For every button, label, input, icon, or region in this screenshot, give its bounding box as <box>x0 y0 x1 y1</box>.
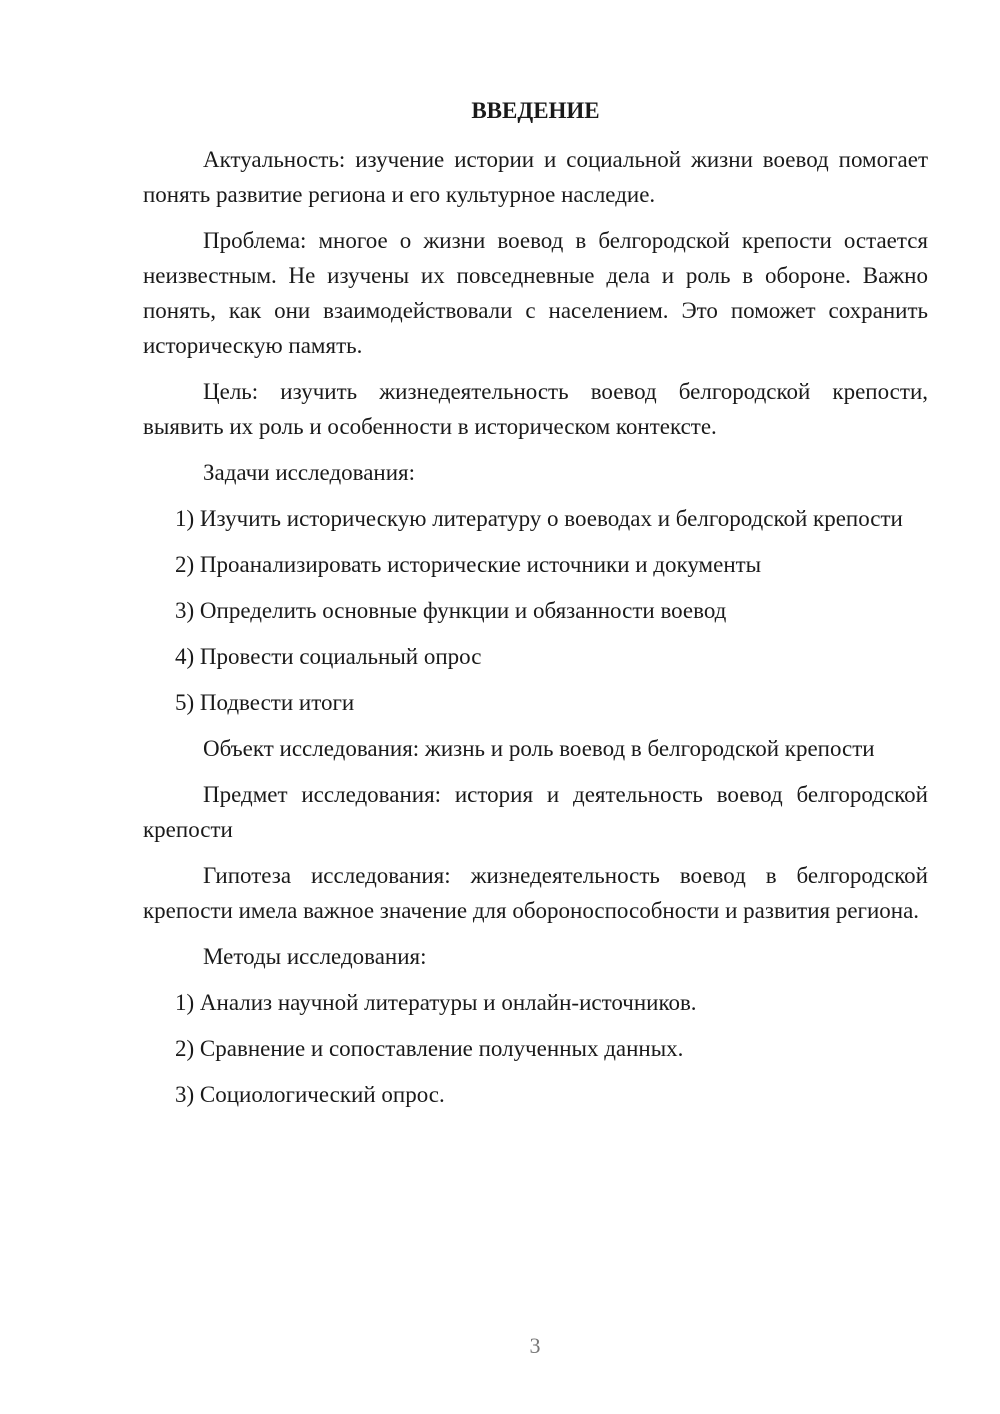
list-item-method-1: 1) Анализ научной литературы и онлайн-источников. <box>175 990 697 1015</box>
page-number: 3 <box>529 1333 541 1358</box>
list-item-task-4: 4) Провести социальный опрос <box>175 644 482 669</box>
document-body <box>143 142 928 1123</box>
paragraph-methods-title: Методы исследования: <box>203 944 427 969</box>
methods-list <box>143 985 928 1112</box>
list-item-task-3: 3) Определить основные функции и обязанности воевод <box>175 598 727 623</box>
list-item-method-3: 3) Социологический опрос. <box>175 1082 445 1107</box>
tasks-list <box>143 501 928 720</box>
paragraph-subject: Предмет исследования: история и деятельность воевод белгородской крепости <box>143 782 928 842</box>
paragraph-object: Объект исследования: жизнь и роль воевод в белгородской крепости <box>203 736 875 761</box>
list-item-task-2: 2) Проанализировать исторические источники и документы <box>175 552 762 577</box>
paragraph-problem: Проблема: многое о жизни воевод в белгородской крепости остается неизвестным. Не изучены их повседневные дела и роль в обороне. Важно понять, как они взаимодействовали с населением. Это поможет сохранить историческую память. <box>143 228 928 358</box>
paragraph-goal: Цель: изучить жизнедеятельность воевод белгородской крепости, выявить их роль и особенности в историческом контексте. <box>143 379 928 439</box>
list-item-task-5: 5) Подвести итоги <box>175 690 355 715</box>
paragraph-tasks-title: Задачи исследования: <box>203 460 416 485</box>
paragraph-relevance: Актуальность: изучение истории и социальной жизни воевод помогает понять развитие региона и его культурное наследие. <box>143 147 928 207</box>
section-heading: ВВЕДЕНИЕ <box>471 98 600 123</box>
list-item-task-1: 1) Изучить историческую литературу о воеводах и белгородской крепости <box>175 506 903 531</box>
list-item-method-2: 2) Сравнение и сопоставление полученных данных. <box>175 1036 684 1061</box>
paragraph-hypothesis: Гипотеза исследования: жизнедеятельность воевод в белгородской крепости имела важное значение для обороноспособности и развития региона. <box>143 863 928 923</box>
